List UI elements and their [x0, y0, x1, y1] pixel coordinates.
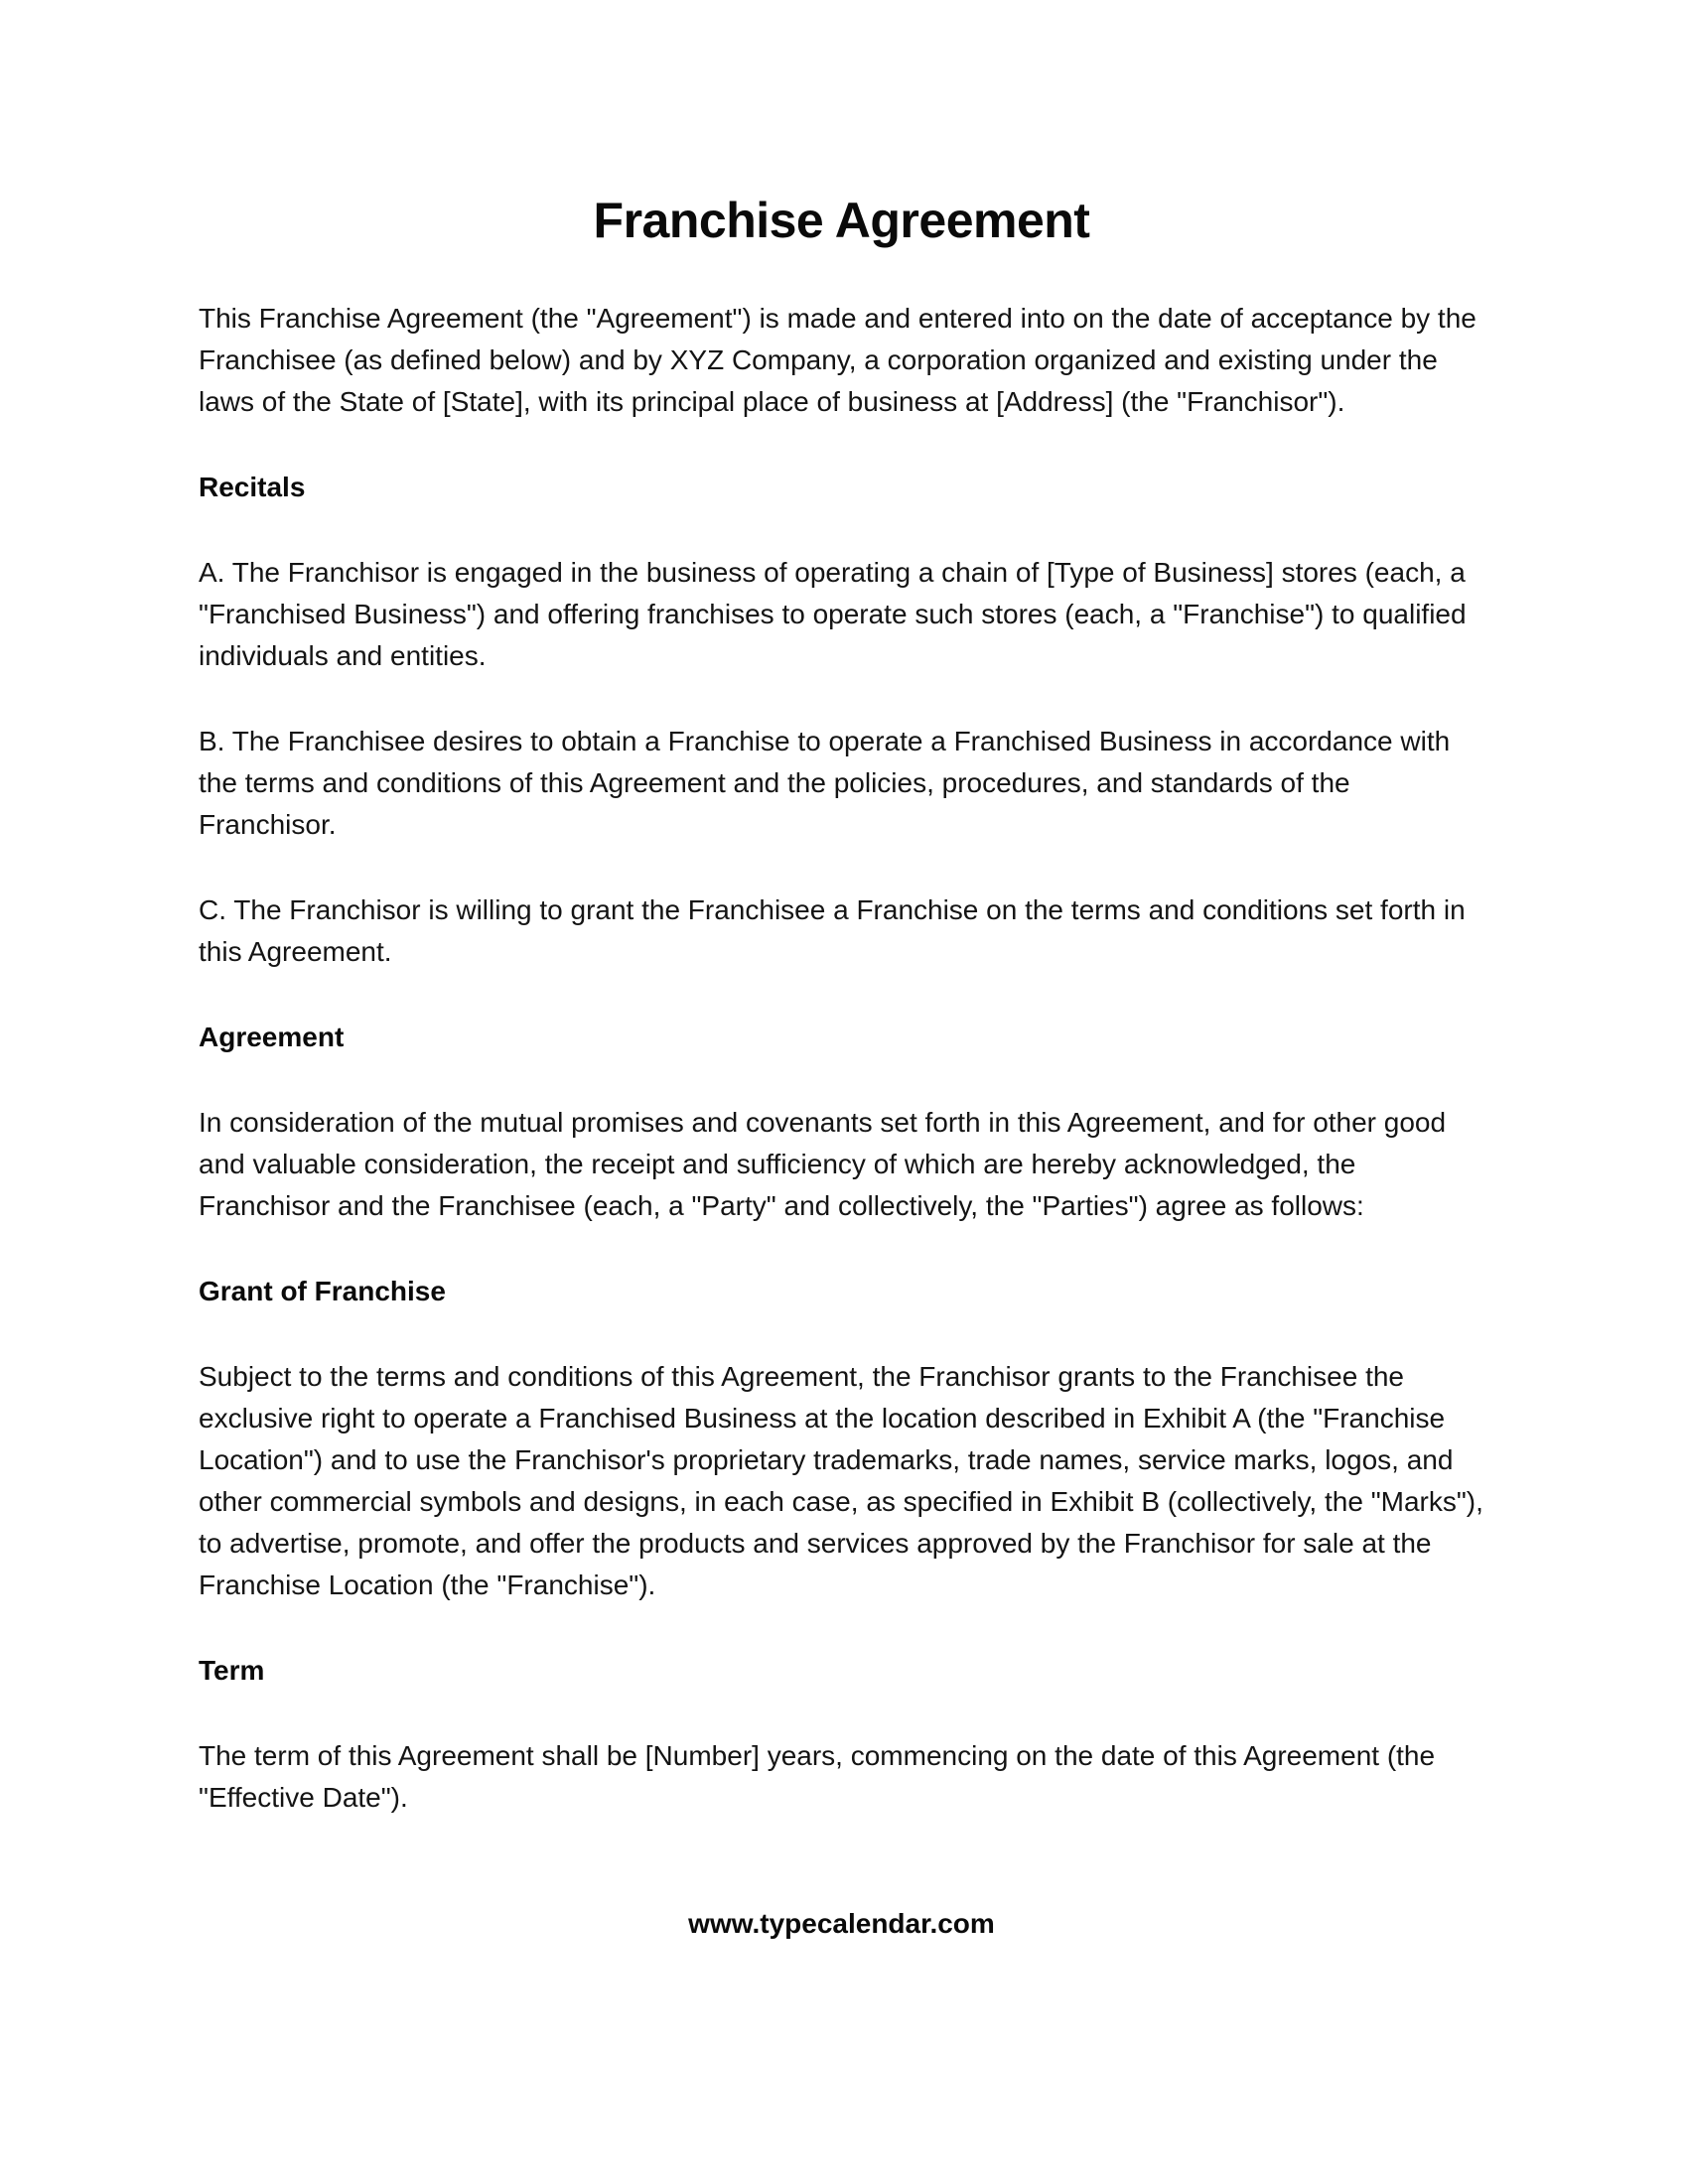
recital-a-paragraph: A. The Franchisor is engaged in the business of operating a chain of [Type of Business] stores (each, a "Franchised Business") and offering franchises to operate such stores (each, a "Franchise") to qualified individuals and entities.: [199, 557, 1467, 671]
document-title: Franchise Agreement: [593, 193, 1090, 248]
term-paragraph: The term of this Agreement shall be [Number] years, commencing on the date of this Agreement (the "Effective Date").: [199, 1740, 1436, 1813]
recital-b-paragraph: B. The Franchisee desires to obtain a Franchise to operate a Franchised Business in accordance with the terms and conditions of this Agreement and the policies, procedures, and standards of the Franchisor.: [199, 726, 1451, 840]
intro-paragraph: This Franchise Agreement (the "Agreement") is made and entered into on the date of acceptance by the Franchisee (as defined below) and by XYZ Company, a corporation organized and existing under the laws of the State of [State], with its principal place of business at [Address] (the "Franchisor").: [199, 303, 1477, 417]
section-heading-grant-of-franchise: Grant of Franchise: [199, 1276, 446, 1306]
document-body: [199, 298, 1484, 1819]
section-heading-recitals: Recitals: [199, 472, 306, 502]
recital-c-paragraph: C. The Franchisor is willing to grant the Franchisee a Franchise on the terms and conditions set forth in this Agreement.: [199, 894, 1466, 967]
agreement-consideration-paragraph: In consideration of the mutual promises and covenants set forth in this Agreement, and for other good and valuable consideration, the receipt and sufficiency of which are hereby acknowledged, the Franchisor and the Franchisee (each, a "Party" and collectively, the "Parties") agree as follows:: [199, 1107, 1447, 1221]
section-heading-term: Term: [199, 1655, 265, 1686]
footer-url: www.typecalendar.com: [688, 1908, 995, 1939]
section-heading-agreement: Agreement: [199, 1022, 345, 1052]
grant-of-franchise-paragraph: Subject to the terms and conditions of this Agreement, the Franchisor grants to the Franchisee the exclusive right to operate a Franchised Business at the location described in Exhibit A (the "Franchise Location") and to use the Franchisor's proprietary trademarks, trade names, service marks, logos, and other commercial symbols and designs, in each case, as specified in Exhibit B (collectively, the "Marks"), to advertise, promote, and offer the products and services approved by the Franchisor for sale at the Franchise Location (the "Franchise").: [199, 1361, 1483, 1600]
